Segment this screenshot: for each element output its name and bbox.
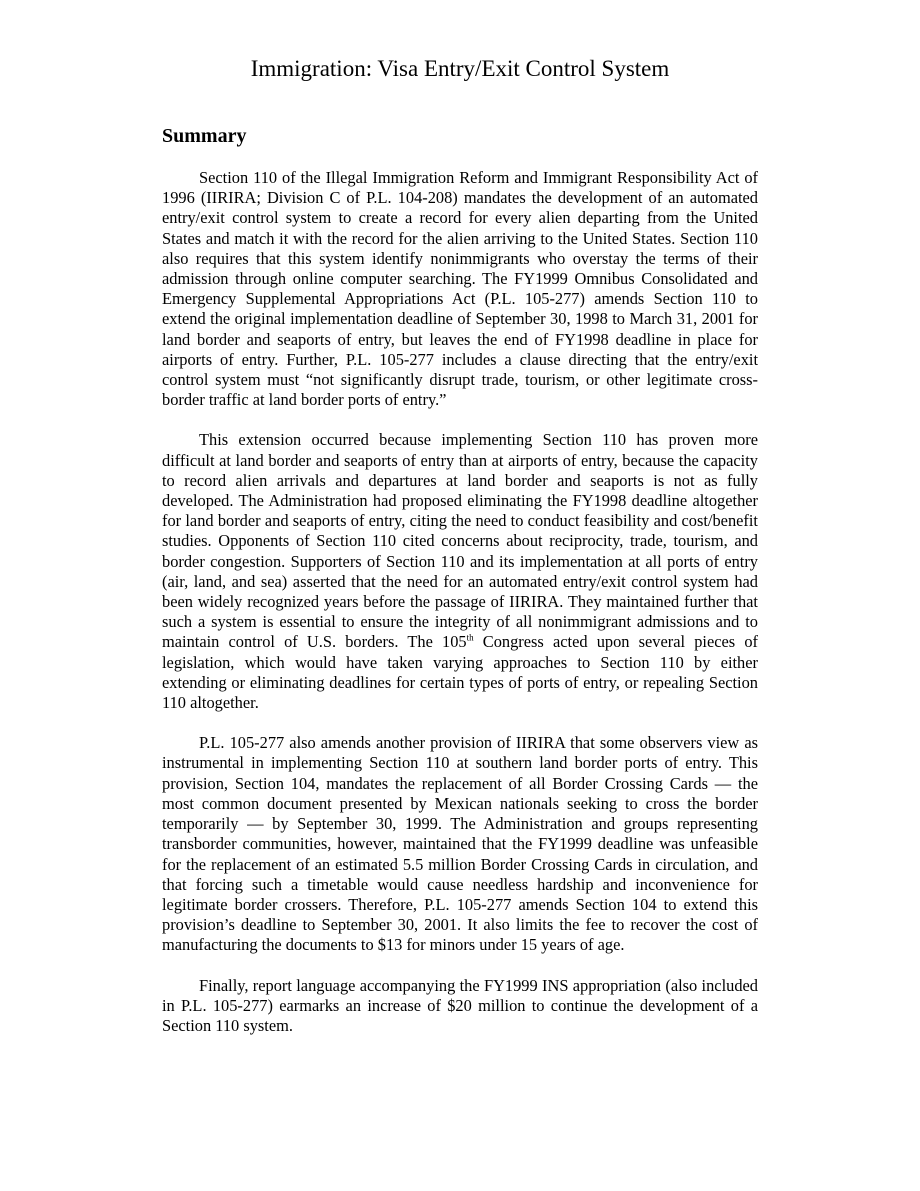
paragraph-2-text-b: Congress acted upon several pieces of legislation, which would have taken varying approaches to Section 110 by either extending or eliminating deadlines for certain types of ports of entry, or repealing Section 110 altogether.: [162, 632, 758, 713]
paragraph-2: [162, 430, 758, 713]
document-title: Immigration: Visa Entry/Exit Control System: [250, 56, 670, 81]
paragraph-3: P.L. 105-277 also amends another provision of IIRIRA that some observers view as instrumental in implementing Section 110 at southern land border ports of entry. This provision, Section 104, mandates the replacement of all Border Crossing Cards — the most common document presented by Mexican nationals seeking to cross the border temporarily — by September 30, 1999. The Administration and groups representing transborder communities, however, maintained that the FY1999 deadline was unfeasible for the replacement of an estimated 5.5 million Border Crossing Cards in circulation, and that forcing such a timetable would cause needless hardship and inconvenience for legitimate border crossers. Therefore, P.L. 105-277 amends Section 104 to extend this provision’s deadline to September 30, 2001. It also limits the fee to recover the cost of manufacturing the documents to $13 for minors under 15 years of age.: [162, 733, 758, 955]
section-heading-summary: Summary: [162, 125, 247, 147]
document-body: [162, 168, 758, 1056]
paragraph-4: Finally, report language accompanying the FY1999 INS appropriation (also included in P.L. 105-277) earmarks an increase of $20 million to continue the development of a Section 110 system.: [162, 975, 758, 1035]
ordinal-superscript: th: [466, 633, 474, 643]
paragraph-1: Section 110 of the Illegal Immigration Reform and Immigrant Responsibility Act of 1996 (IIRIRA; Division C of P.L. 104-208) mandates the development of an automated entry/exit control system to create a record for every alien departing from the United States and match it with the record for the alien arriving to the United States. Section 110 also requires that this system identify nonimmigrants who overstay the terms of their admission through online computer searching. The FY1999 Omnibus Consolidated and Emergency Supplemental Appropriations Act (P.L. 105-277) amends Section 110 to extend the original implementation deadline of September 30, 1998 to March 31, 2001 for land border and seaports of entry, but leaves the end of FY1998 deadline in place for airports of entry. Further, P.L. 105-277 includes a clause directing that the entry/exit control system must “not significantly disrupt trade, tourism, or other legitimate cross-border traffic at land border ports of entry.”: [162, 168, 758, 410]
paragraph-2-text-a: This extension occurred because implementing Section 110 has proven more difficult at land border and seaports of entry than at airports of entry, because the capacity to record alien arrivals and departures at land border and seaports is not as fully developed. The Administration had proposed eliminating the FY1998 deadline altogether for land border and seaports of entry, citing the need to conduct feasibility and cost/benefit studies. Opponents of Section 110 cited concerns about reciprocity, trade, tourism, and border congestion. Supporters of Section 110 and its implementation at all ports of entry (air, land, and sea) asserted that the need for an automated entry/exit control system had been widely recognized years before the passage of IIRIRA. They maintained further that such a system is essential to ensure the integrity of all nonimmigrant admissions and to maintain control of U.S. borders. The 105: [162, 430, 758, 652]
